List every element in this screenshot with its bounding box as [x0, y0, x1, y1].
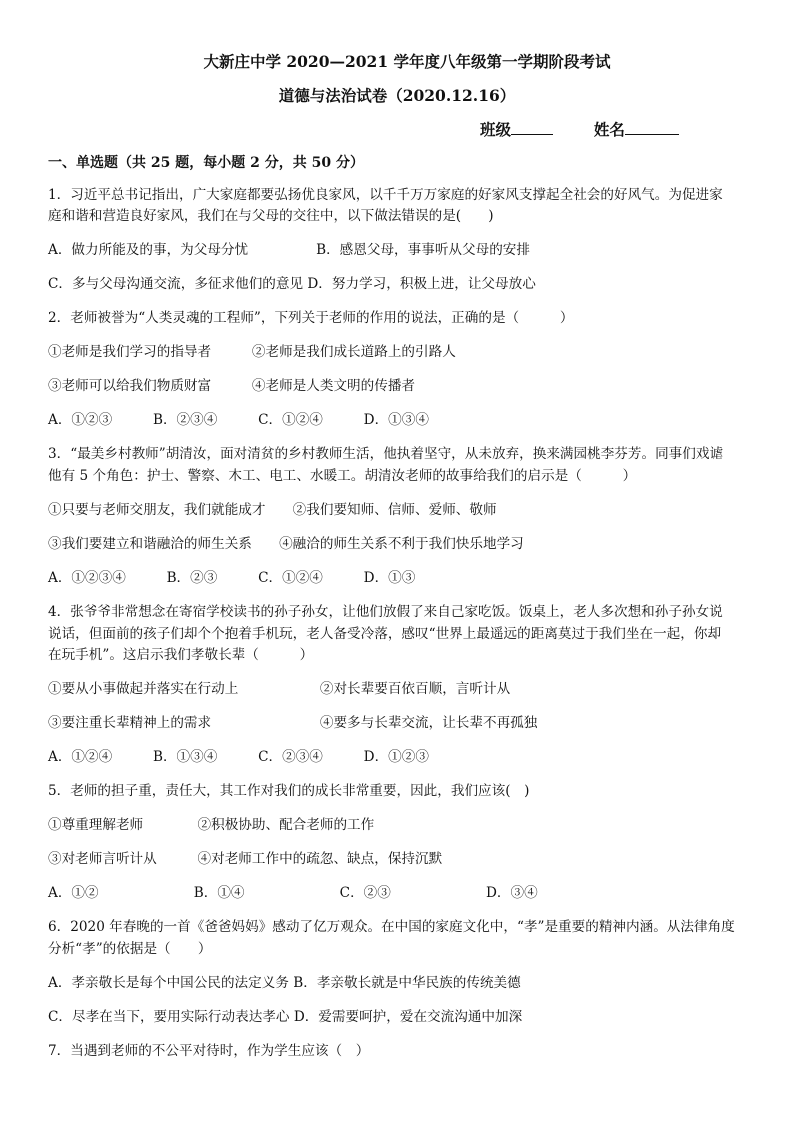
exam-subtitle: 道德与法治试卷（2020.12.16）: [278, 86, 516, 105]
question-line: 他有 5 个角色：护士、警察、木工、电工、水暖工。胡清汝老师的故事给我们的启示是（ ）: [48, 468, 637, 484]
statement-line: ③对老师言听计从 ④对老师工作中的疏忽、缺点，保持沉默: [48, 851, 443, 867]
statement-line: ①老师是我们学习的指导者 ②老师是我们成长道路上的引路人: [48, 344, 456, 360]
question-line: 庭和谐和营造良好家风，我们在与父母的交往中，以下做法错误的是( ): [48, 208, 494, 224]
statement-line: ①要从小事做起并落实在行动上 ②对长辈要百依百顺，言听计从: [48, 681, 511, 697]
option-line: A．①②③ B．②③④ C．①②④ D．①③④: [48, 412, 429, 428]
question-line: 7．当遇到老师的不公平对待时，作为学生应该（ ）: [48, 1043, 370, 1059]
question-line: 在玩手机”。这启示我们孝敬长辈（ ）: [48, 647, 314, 663]
exam-title: 大新庄中学 2020—2021 学年度八年级第一学期阶段考试: [203, 52, 611, 71]
question-line: 分析“孝”的依据是（ ）: [48, 941, 212, 957]
name-label: 姓名: [593, 120, 625, 139]
statement-line: ①尊重理解老师 ②积极协助、配合老师的工作: [48, 817, 375, 833]
option-line: A．孝亲敬长是每个中国公民的法定义务 B．孝亲敬长就是中华民族的传统美德: [48, 975, 521, 991]
name-blank[interactable]: [625, 120, 679, 135]
class-blank[interactable]: [511, 120, 553, 135]
question-line: 5．老师的担子重，责任大，其工作对我们的成长非常重要，因此，我们应该( ): [48, 783, 530, 799]
class-label: 班级: [480, 120, 512, 139]
option-line: C．尽孝在当下，要用实际行动表达孝心 D．爱需要呵护，爱在交流沟通中加深: [48, 1009, 523, 1025]
student-info: [480, 118, 679, 140]
option-line: C．多与父母沟通交流，多征求他们的意见 D．努力学习，积极上进，让父母放心: [48, 276, 536, 292]
question-line: 说话，但面前的孩子们却个个抱着手机玩，老人备受冷落，感叹“世界上最遥远的距离莫过于我们坐在一起，你却: [48, 626, 722, 642]
question-line: 6．2020 年春晚的一首《爸爸妈妈》感动了亿万观众。在中国的家庭文化中，“孝”是重要的精神内涵。从法律角度: [48, 919, 735, 935]
question-line: 4．张爷爷非常想念在寄宿学校读书的孙子孙女，让他们放假了来自己家吃饭。饭桌上，老人多次想和孙子孙女说: [48, 604, 723, 620]
section-title: 一、单选题（共 25 题，每小题 2 分，共 50 分）: [48, 155, 364, 171]
question-line: 3．“最美乡村教师”胡清汝，面对清贫的乡村教师生活，他执着坚守，从未放弃，换来满园桃李芬芳。同事们戏谑: [48, 446, 724, 462]
question-line: 1．习近平总书记指出，广大家庭都要弘扬优良家风，以千千万万家庭的好家风支撑起全社会的好风气。为促进家: [48, 187, 723, 203]
option-line: A．①② B．①④ C．②③ D．③④: [48, 885, 538, 901]
option-line: A．①②④ B．①③④ C．②③④ D．①②③: [48, 749, 429, 765]
statement-line: ①只要与老师交朋友，我们就能成才 ②我们要知师、信师、爱师、敬师: [48, 502, 497, 518]
statement-line: ③我们要建立和谐融洽的师生关系 ④融洽的师生关系不利于我们快乐地学习: [48, 536, 524, 552]
question-line: 2．老师被誉为“人类灵魂的工程师”，下列关于老师的作用的说法，正确的是（ ）: [48, 310, 574, 326]
statement-line: ③老师可以给我们物质财富 ④老师是人类文明的传播者: [48, 378, 416, 394]
option-line: A．做力所能及的事，为父母分忧 B．感恩父母，事事听从父母的安排: [48, 242, 530, 258]
statement-line: ③要注重长辈精神上的需求 ④要多与长辈交流，让长辈不再孤独: [48, 715, 538, 731]
option-line: A．①②③④ B．②③ C．①②④ D．①③: [48, 570, 416, 586]
